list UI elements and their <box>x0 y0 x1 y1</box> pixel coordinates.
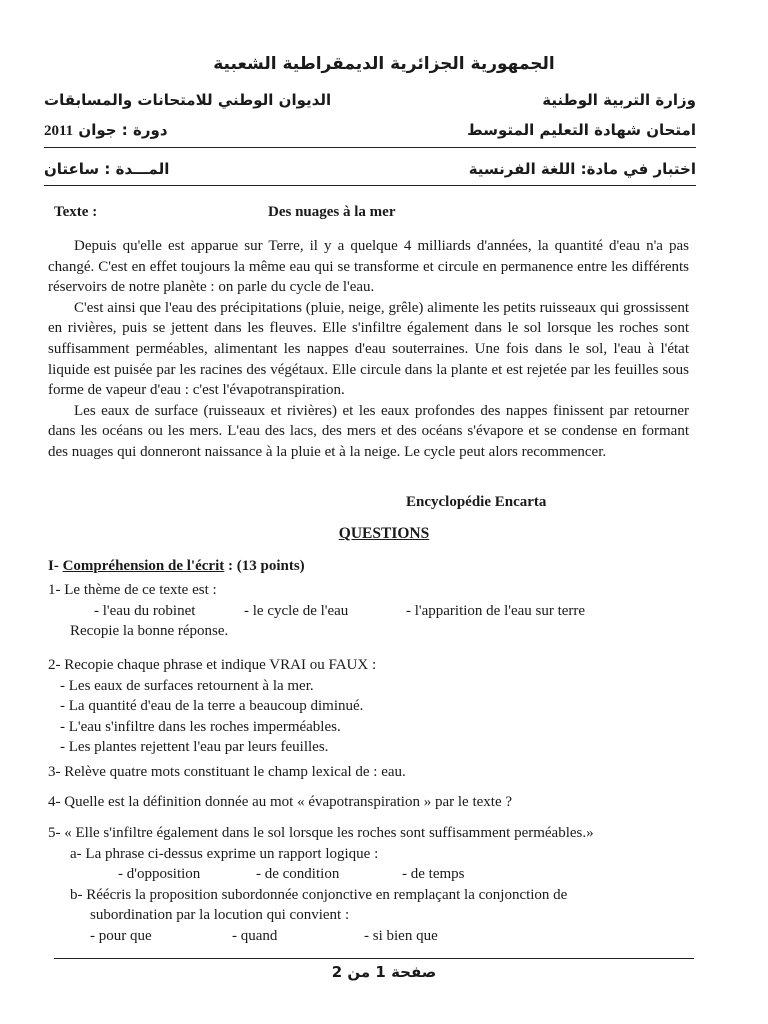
question-1 <box>48 580 688 642</box>
list-item: - La quantité d'eau de la terre a beaucoup diminué. <box>60 698 364 715</box>
header-row-1 <box>44 91 696 115</box>
paragraph: C'est ainsi que l'eau des précipitations (pluie, neige, grêle) alimente les petits ruisseaux qui grossissent en rivières, puis se jettent dans les fleuves. Elle s'infiltre également dans le sol lorsque les roches sont suffisamment perméables, alimentant les nappes d'eau souterraines. Une fois dans le sol, l'eau à l'état liquide est puisée par les racines des végétaux. Elle circule dans la plante et est rejetée par les feuilles sous forme de vapeur d'eau : c'est l'évapotranspiration. <box>48 299 689 399</box>
sub-question-b-continued: subordination par la locution qui convient : <box>90 907 350 924</box>
text-source: Encyclopédie Encarta <box>406 494 547 510</box>
question-prompt: 1- Le thème de ce texte est : <box>48 582 217 598</box>
office-label: الديوان الوطني للامتحانات والمسابقات <box>44 91 332 109</box>
page-number: صفحة 1 من 2 <box>331 963 437 981</box>
ministry-label: وزارة التربية الوطنية <box>542 91 696 109</box>
question-2 <box>48 655 688 758</box>
options-row <box>48 926 708 947</box>
paragraph: Depuis qu'elle est apparue sur Terre, il y a quelque 4 milliards d'années, la quantité d'eau n'a pas changé. C'est en effet toujours la même eau qui se transforme et circule en permanence entre les différents réservoirs de notre planète : on parle du cycle de l'eau. <box>48 238 689 296</box>
questions-heading <box>0 525 768 543</box>
section-points: : (13 points) <box>224 558 305 574</box>
question-prompt: 5- « Elle s'infiltre également dans le sol lorsque les roches sont suffisamment perméables.» <box>48 825 594 841</box>
session-year: 2011 <box>44 123 74 139</box>
list-item: - Les eaux de surfaces retournent à la mer. <box>60 677 314 694</box>
question-3: 3- Relève quatre mots constituant le champ lexical de : eau. <box>48 764 406 780</box>
option: - pour que <box>90 927 152 944</box>
text-label: Texte : <box>54 204 98 220</box>
exam-label: امتحان شهادة التعليم المتوسط <box>467 121 696 139</box>
option: - l'apparition de l'eau sur terre <box>406 602 586 619</box>
options-row <box>48 601 688 622</box>
header-row-2 <box>44 121 696 145</box>
paragraph: Les eaux de surface (ruisseaux et rivières) et les eaux profondes des nappes finissent par retourner dans les océans ou les mers. L'eau des lacs, des mers et des océans s'évapore et se condense en formant des nuages qui donneront naissance à la pluie et à la neige. Le cycle peut alors recommencer. <box>48 402 689 460</box>
question-instruction: Recopie la bonne réponse. <box>70 623 229 640</box>
questions-heading-text: QUESTIONS <box>338 525 430 542</box>
option: - l'eau du robinet <box>94 602 196 619</box>
sub-question-b: b- Réécris la proposition subordonnée conjonctive en remplaçant la conjonction de <box>70 886 568 903</box>
section-name: Compréhension de l'écrit <box>62 558 225 574</box>
option: - de temps <box>402 866 465 883</box>
section-title <box>48 556 305 577</box>
list-item: - Les plantes rejettent l'eau par leurs feuilles. <box>60 739 329 756</box>
header-divider <box>44 147 696 148</box>
question-4: 4- Quelle est la définition donnée au mot « évapotranspiration » par le texte ? <box>48 794 513 810</box>
option: - si bien que <box>364 927 438 944</box>
text-body <box>48 236 689 463</box>
question-prompt: 2- Recopie chaque phrase et indique VRAI ou FAUX : <box>48 657 377 673</box>
text-title: Des nuages à la mer <box>268 204 396 220</box>
sub-question-a: a- La phrase ci-dessus exprime un rapport logique : <box>70 845 379 862</box>
option: - quand <box>232 927 278 944</box>
subject-label: اختبار في مادة: اللغة الفرنسية <box>468 160 696 178</box>
footer-divider <box>54 958 694 959</box>
duration-label: المـــدة : ساعتان <box>44 160 170 178</box>
options-row <box>48 864 708 885</box>
option: - de condition <box>256 866 340 883</box>
question-5 <box>48 823 708 947</box>
session-text: دورة : جوان <box>78 121 168 139</box>
republic-title: الجمهورية الجزائرية الديمقراطية الشعبية <box>213 54 555 74</box>
list-item: - L'eau s'infiltre dans les roches imperméables. <box>60 718 341 735</box>
option: - le cycle de l'eau <box>244 602 349 619</box>
option: - d'opposition <box>118 866 201 883</box>
header-divider <box>44 185 696 186</box>
header-row-3 <box>44 160 696 184</box>
section-prefix: I- <box>48 558 63 574</box>
session-label <box>44 121 168 140</box>
